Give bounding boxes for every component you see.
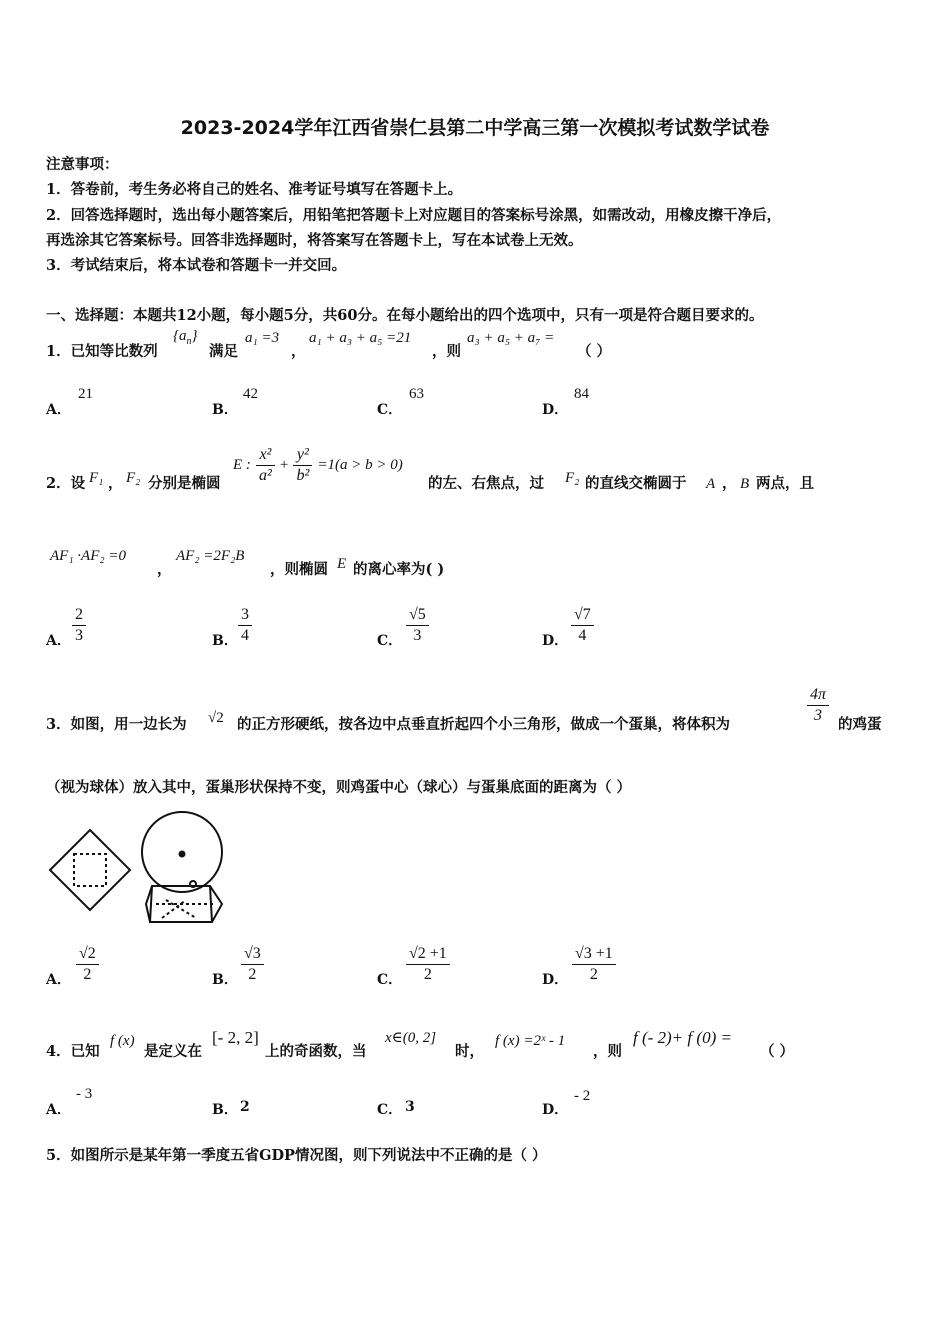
q2-option-d-value: $\frac{√7}{4}$ bbox=[571, 606, 594, 645]
page-title: 2023-2024学年江西省崇仁县第二中学高三第一次模拟考试数学试卷 bbox=[180, 117, 770, 139]
q4-option-c-value: 3 bbox=[405, 1099, 415, 1115]
q1-option-d-label: D． bbox=[542, 402, 569, 418]
q1-condition-2: a₁ + a₃ + a₅ =21 bbox=[309, 330, 412, 346]
q2-condition-1: AF₁ ·AF₂ =0 bbox=[50, 548, 126, 564]
q1-condition-1: a₁ =3 bbox=[245, 330, 280, 346]
q3-option-a-value: $\frac{√2}{2}$ bbox=[76, 945, 99, 984]
q4-option-a-label: A． bbox=[46, 1102, 71, 1118]
q1-option-d-value: 84 bbox=[574, 386, 589, 402]
q4-text-5: ，则 bbox=[593, 1043, 622, 1060]
q4-text-1: 4．已知 bbox=[46, 1043, 100, 1060]
q3-text-3: 的鸡蛋 bbox=[838, 716, 882, 733]
egg-in-nest-diagram bbox=[142, 812, 222, 922]
q2-option-a-label: A． bbox=[46, 633, 71, 649]
section-heading: 一、选择题：本题共12小题，每小题5分，共60分。在每小题给出的四个选项中，只有一项是符合题目要求的。 bbox=[46, 307, 764, 324]
q3-option-d-value: $\frac{√3 +1}{2}$ bbox=[572, 945, 616, 984]
q1-option-a-label: A． bbox=[46, 402, 71, 418]
q5-text: 5．如图所示是某年第一季度五省GDP情况图，则下列说法中不正确的是（ ） bbox=[46, 1147, 547, 1164]
q4-option-c-label: C． bbox=[377, 1102, 403, 1118]
q3-volume: $\frac{4\pi}{3}$ bbox=[807, 686, 829, 725]
q2-ellipse-equation: E : $\frac{\text{x²}}{\text{a²}}$ + $\frac{\text{y²}}{\text{b²}}$ =1(a > b > 0) bbox=[233, 446, 403, 484]
q1-option-a-value: 21 bbox=[78, 386, 93, 402]
q2-f2-b: F₂ bbox=[565, 470, 580, 486]
q4-expression: f (- 2)+ f (0) = bbox=[633, 1028, 732, 1047]
q1-option-c-label: C． bbox=[377, 402, 403, 418]
folded-square-diagram bbox=[50, 830, 130, 910]
notice-item-2: 2．回答选择题时，选出每小题答案后，用铅笔把答题卡上对应题目的答案标号涂黑，如需改动，用橡皮擦干净后， bbox=[46, 207, 782, 224]
q4-option-b-label: B． bbox=[212, 1102, 238, 1118]
q2-point-e: E bbox=[337, 556, 347, 572]
q1-option-c-value: 63 bbox=[409, 386, 424, 402]
q4-option-b-value: 2 bbox=[240, 1099, 250, 1115]
q2-text-5: 两点，且 bbox=[756, 475, 814, 492]
q1-option-b-label: B． bbox=[212, 402, 238, 418]
q1-expression: a₃ + a₅ + a₇ = bbox=[467, 330, 555, 346]
q3-option-a-label: A． bbox=[46, 972, 71, 988]
q2-comma-3: ， bbox=[157, 561, 172, 578]
q2-point-b: B bbox=[740, 476, 750, 492]
q2-text-7: 的离心率为( ) bbox=[353, 561, 445, 578]
q4-option-a-value: - 3 bbox=[76, 1086, 93, 1102]
q4-function-def: f (x) =2ˣ - 1 bbox=[495, 1033, 566, 1049]
q2-text-4: 的直线交椭圆于 bbox=[585, 475, 687, 492]
q2-f1: F₁ bbox=[89, 470, 104, 486]
q2-option-c-label: C． bbox=[377, 633, 403, 649]
q2-option-d-label: D． bbox=[542, 633, 569, 649]
q1-text-5: （ ） bbox=[577, 343, 612, 360]
q2-text-3: 的左、右焦点，过 bbox=[428, 475, 544, 492]
q1-option-b-value: 42 bbox=[243, 386, 258, 402]
q2-option-a-value: $\frac{2}{3}$ bbox=[72, 606, 86, 645]
q4-text-2: 是定义在 bbox=[144, 1043, 202, 1060]
q3-egg-nest-figure bbox=[46, 808, 236, 930]
q4-text-4: 时， bbox=[455, 1043, 484, 1060]
q3-option-b-value: $\frac{√3}{2}$ bbox=[241, 945, 264, 984]
q1-text-3: ， bbox=[291, 343, 306, 360]
q4-option-d-value: - 2 bbox=[574, 1088, 591, 1104]
q2-comma: ， bbox=[108, 475, 123, 492]
q2-text-1: 2．设 bbox=[46, 475, 86, 492]
q3-text-2: 的正方形硬纸，按各边中点垂直折起四个小三角形，做成一个蛋巢，将体积为 bbox=[237, 716, 730, 733]
q3-option-d-label: D． bbox=[542, 972, 569, 988]
q2-comma-2: ， bbox=[722, 475, 737, 492]
q3-text-4: （视为球体）放入其中，蛋巢形状保持不变，则鸡蛋中心（球心）与蛋巢底面的距离为（ ） bbox=[46, 779, 632, 796]
q2-text-2: 分别是椭圆 bbox=[148, 475, 221, 492]
q3-option-c-value: $\frac{√2 +1}{2}$ bbox=[406, 945, 450, 984]
q1-text-2: 满足 bbox=[209, 343, 238, 360]
q3-text-1: 3．如图，用一边长为 bbox=[46, 716, 187, 733]
q4-condition: x∈(0, 2] bbox=[385, 1030, 437, 1046]
q1-text-1: 1．已知等比数列 bbox=[46, 343, 158, 360]
q2-condition-2: AF₂ =2F₂B bbox=[176, 548, 245, 564]
q2-option-c-value: $\frac{√5}{3}$ bbox=[406, 606, 429, 645]
q4-function: f (x) bbox=[110, 1033, 135, 1049]
q1-text-4: ，则 bbox=[432, 343, 461, 360]
q4-domain: [- 2, 2] bbox=[212, 1028, 259, 1047]
q3-option-b-label: B． bbox=[212, 972, 238, 988]
q2-f2: F₂ bbox=[126, 470, 141, 486]
notice-item-2-cont: 再选涂其它答案标号。回答非选择题时，将答案写在答题卡上，写在本试卷上无效。 bbox=[46, 232, 583, 249]
q4-text-6: （ ） bbox=[760, 1043, 795, 1060]
notice-item-1: 1．答卷前，考生务必将自己的姓名、准考证号填写在答题卡上。 bbox=[46, 181, 463, 198]
notice-item-3: 3．考试结束后，将本试卷和答题卡一并交回。 bbox=[46, 257, 347, 274]
q3-side-length: √2 bbox=[208, 710, 224, 726]
q2-text-6: ，则椭圆 bbox=[270, 561, 328, 578]
q3-option-c-label: C． bbox=[377, 972, 403, 988]
q4-option-d-label: D． bbox=[542, 1102, 569, 1118]
q4-text-3: 上的奇函数，当 bbox=[265, 1043, 367, 1060]
q2-point-a: A bbox=[706, 476, 716, 492]
q2-option-b-value: $\frac{3}{4}$ bbox=[238, 606, 252, 645]
q2-option-b-label: B． bbox=[212, 633, 238, 649]
notice-heading: 注意事项： bbox=[46, 156, 119, 173]
q1-sequence: $\{a_n\}$ bbox=[173, 328, 198, 347]
